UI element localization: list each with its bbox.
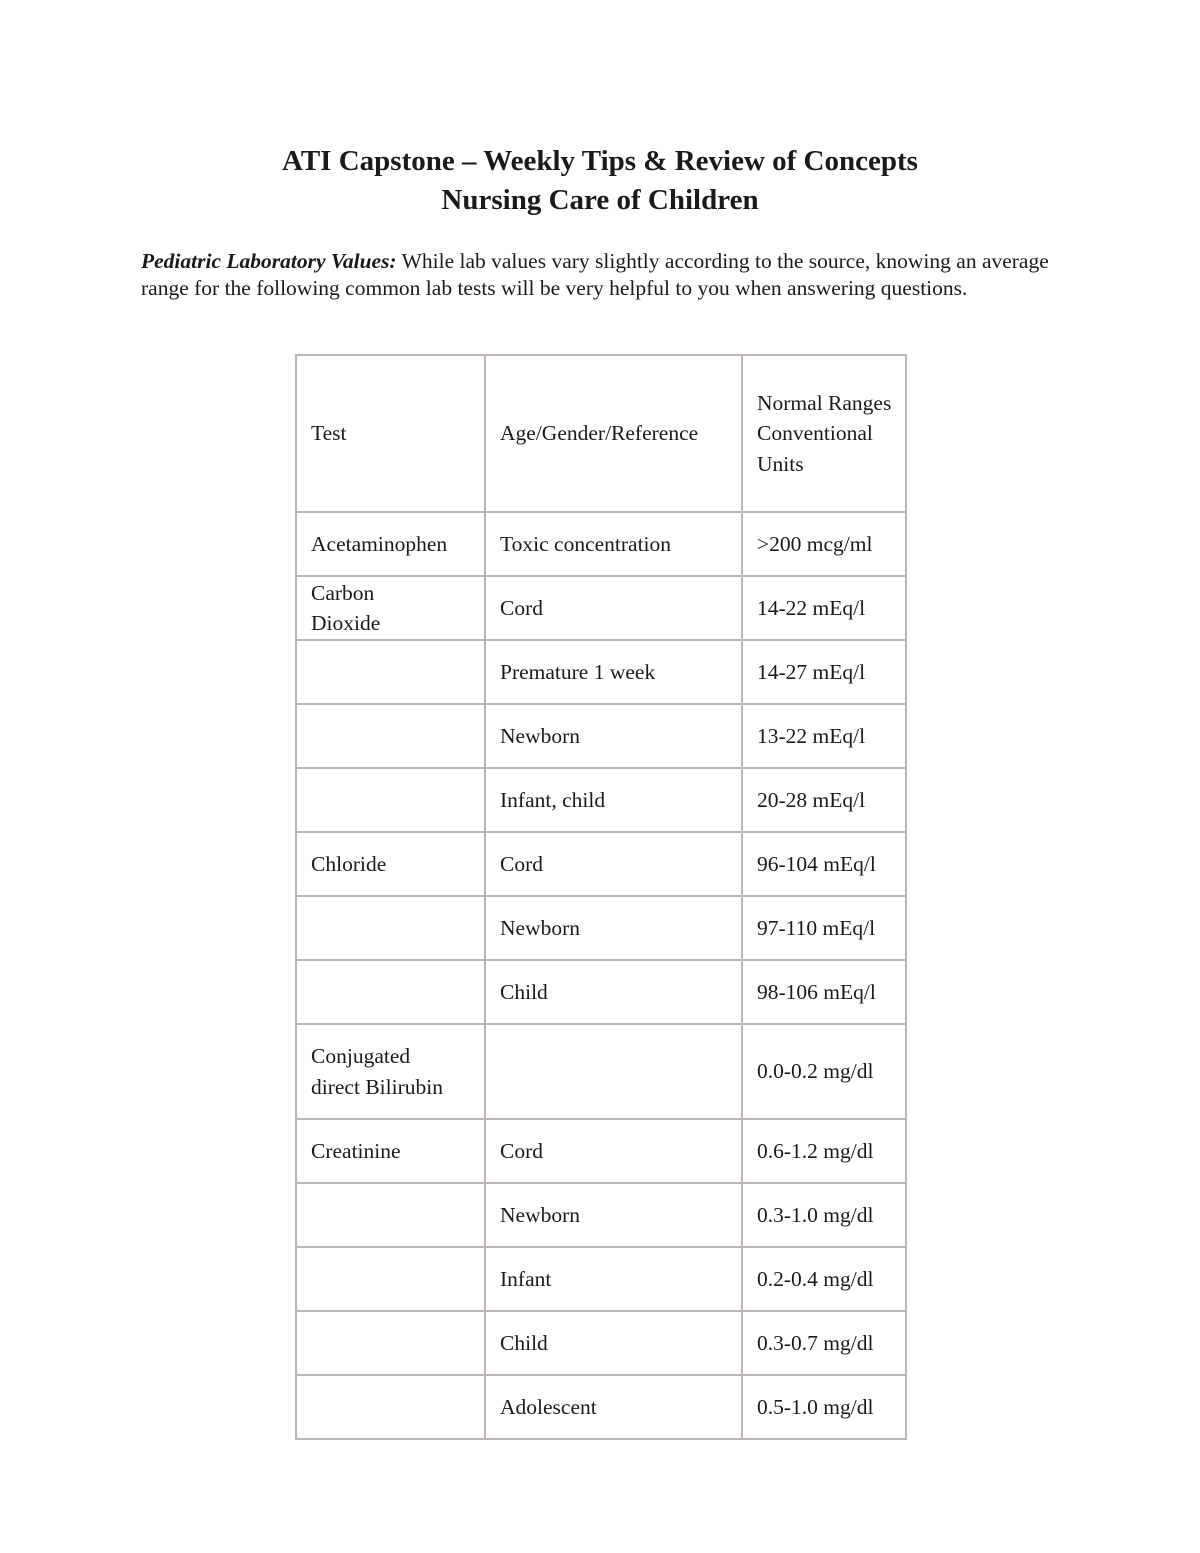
intro-paragraph (141, 248, 1071, 302)
cell-test: Chloride (296, 832, 485, 896)
table-row (296, 1247, 906, 1311)
cell-test (296, 640, 485, 704)
cell-range: 14-22 mEq/l (742, 576, 906, 640)
cell-age: Cord (485, 576, 742, 640)
cell-range: 96-104 mEq/l (742, 832, 906, 896)
table-row (296, 576, 906, 640)
intro-lead: Pediatric Laboratory Values: (141, 249, 397, 273)
cell-range: 97-110 mEq/l (742, 896, 906, 960)
cell-range: 0.0-0.2 mg/dl (742, 1024, 906, 1119)
cell-test (296, 768, 485, 832)
table-row (296, 1024, 906, 1119)
cell-range: 14-27 mEq/l (742, 640, 906, 704)
cell-test (296, 1311, 485, 1375)
cell-test (296, 960, 485, 1024)
cell-age: Cord (485, 832, 742, 896)
cell-test (296, 1375, 485, 1439)
table-row (296, 1119, 906, 1183)
cell-range: 98-106 mEq/l (742, 960, 906, 1024)
table-row (296, 640, 906, 704)
table-row (296, 512, 906, 576)
table-row (296, 896, 906, 960)
header-range (742, 355, 906, 512)
cell-range: 0.6-1.2 mg/dl (742, 1119, 906, 1183)
cell-range: 0.3-1.0 mg/dl (742, 1183, 906, 1247)
cell-age: Premature 1 week (485, 640, 742, 704)
table-row (296, 1311, 906, 1375)
cell-range: 20-28 mEq/l (742, 768, 906, 832)
cell-age: Newborn (485, 704, 742, 768)
page-subtitle: Nursing Care of Children (441, 184, 759, 216)
cell-test (296, 1183, 485, 1247)
table-row (296, 832, 906, 896)
header-test: Test (296, 355, 485, 512)
cell-age: Newborn (485, 896, 742, 960)
cell-test: Conjugated direct Bilirubin (296, 1024, 485, 1119)
table-row (296, 768, 906, 832)
cell-test: Carbon Dioxide (296, 576, 485, 640)
cell-age: Child (485, 960, 742, 1024)
table-header-row (296, 355, 906, 512)
cell-age: Toxic concentration (485, 512, 742, 576)
page-title: ATI Capstone – Weekly Tips & Review of Concepts (282, 145, 918, 177)
header-range-text: Normal Ranges Conventional Units (757, 390, 892, 476)
intro-text: While lab values vary slightly according to the source, knowing an average range for the following common lab tests will be very helpful to you when answering questions. (141, 249, 1049, 300)
cell-test: Acetaminophen (296, 512, 485, 576)
cell-age: Infant (485, 1247, 742, 1311)
cell-range: >200 mcg/ml (742, 512, 906, 576)
table-row (296, 1183, 906, 1247)
table-row (296, 1375, 906, 1439)
cell-range: 0.5-1.0 mg/dl (742, 1375, 906, 1439)
cell-test (296, 896, 485, 960)
table-row (296, 960, 906, 1024)
cell-age: Child (485, 1311, 742, 1375)
cell-test (296, 704, 485, 768)
cell-range: 0.3-0.7 mg/dl (742, 1311, 906, 1375)
cell-age: Cord (485, 1119, 742, 1183)
header-age: Age/Gender/Reference (485, 355, 742, 512)
cell-range: 13-22 mEq/l (742, 704, 906, 768)
cell-age (485, 1024, 742, 1119)
table-row (296, 704, 906, 768)
cell-test: Creatinine (296, 1119, 485, 1183)
cell-age: Newborn (485, 1183, 742, 1247)
lab-values-table (295, 354, 907, 1440)
cell-age: Infant, child (485, 768, 742, 832)
cell-range: 0.2-0.4 mg/dl (742, 1247, 906, 1311)
cell-test (296, 1247, 485, 1311)
cell-age: Adolescent (485, 1375, 742, 1439)
